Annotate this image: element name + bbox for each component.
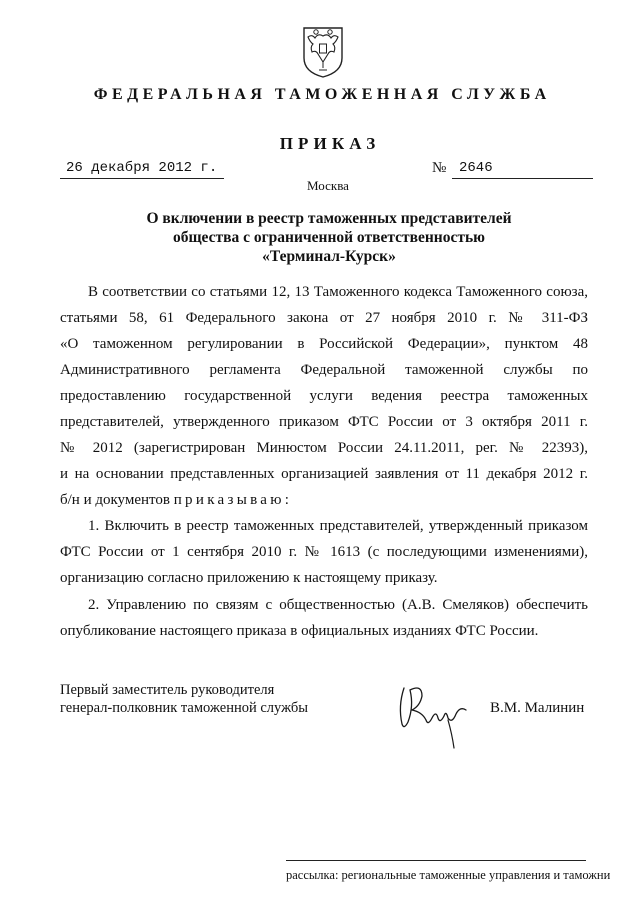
organization-name: ФЕДЕРАЛЬНАЯ ТАМОЖЕННАЯ СЛУЖБА <box>93 86 551 103</box>
signer-position-line: генерал-полковник таможенной службы <box>60 700 309 716</box>
footer-divider <box>286 860 586 861</box>
item-2-line: опубликование настоящего приказа в официальных изданиях ФТС России. <box>60 623 539 639</box>
body-line: «О таможенном регулировании в Российской Федерации», пунктом 48 <box>60 336 588 352</box>
signer-name: В.М. Малинин <box>490 700 585 716</box>
title-line: общества с ограниченной ответственностью <box>172 229 486 246</box>
item-1-line: организацию согласно приложению к настоящему приказу. <box>60 570 438 586</box>
body-line: Административного регламента Федеральной таможенной службы по <box>60 362 588 378</box>
city: Москва <box>307 178 349 193</box>
body-line: и на основании представленных организацией заявления от 11 декабря 2012 г. <box>60 466 588 482</box>
body-line: В соответствии со статьями 12, 13 Таможенного кодекса Таможенного союза, <box>88 284 588 300</box>
signer-position-line: Первый заместитель руководителя <box>60 682 275 698</box>
order-word: приказываю: <box>173 492 293 508</box>
handwritten-signature-icon <box>392 676 470 752</box>
order-date: 26 декабря 2012 г. <box>60 160 224 179</box>
title-line: «Терминал-Курск» <box>262 248 396 265</box>
body-line: представителей, утвержденного приказом ФТС России от 3 октября 2011 г. <box>60 414 588 430</box>
order-number: 2646 <box>452 160 593 179</box>
body-line <box>60 491 292 509</box>
title-line: О включении в реестр таможенных представителей <box>146 210 512 227</box>
body-line: статьями 58, 61 Федерального закона от 27 ноября 2010 г. № 311-ФЗ <box>60 310 588 326</box>
document-type: ПРИКАЗ <box>279 134 381 153</box>
number-sign: № <box>432 160 447 176</box>
state-emblem-icon <box>300 22 346 78</box>
item-2-line: 2. Управлению по связям с общественностью (А.В. Смеляков) обеспечить <box>88 597 588 613</box>
item-1-line: ФТС России от 1 сентября 2010 г. № 1613 (с последующими изменениями), <box>60 544 588 560</box>
body-line: предоставлению государственной услуги ведения реестра таможенных <box>60 388 588 404</box>
distribution-list: рассылка: региональные таможенные управления и таможни <box>286 868 611 882</box>
item-1-line: 1. Включить в реестр таможенных представителей, утвержденный приказом <box>88 518 588 534</box>
body-line: № 2012 (зарегистрирован Минюстом России 24.11.2011, рег. № 22393), <box>60 440 588 456</box>
body-text: б/н и документов <box>60 492 170 508</box>
